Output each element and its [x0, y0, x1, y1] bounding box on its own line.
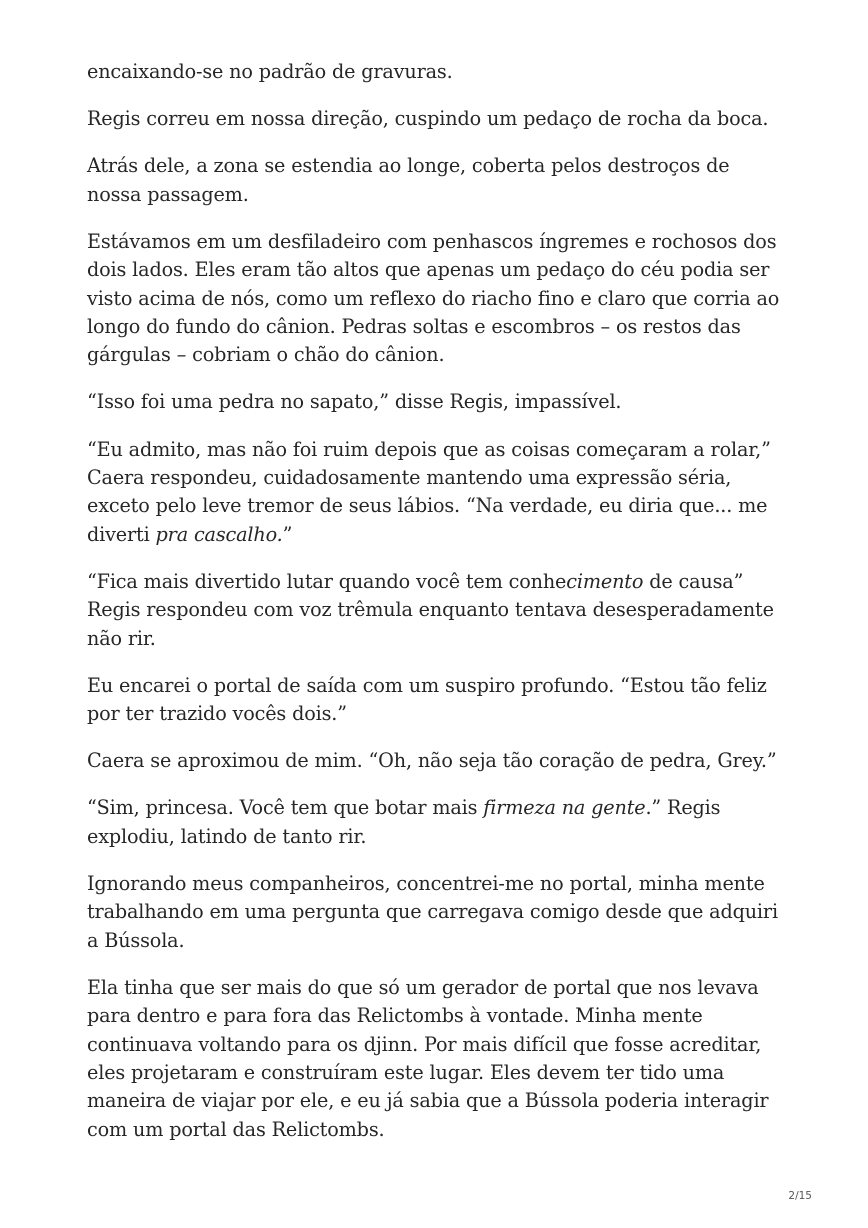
paragraph	[87, 794, 787, 851]
text-run: Atrás dele, a zona se estendia ao longe, coberta pelos destroços de nossa passagem.	[87, 154, 730, 206]
text-run: Caera se aproximou de mim. “Oh, não seja tão coração de pedra, Grey.”	[87, 749, 777, 773]
text-run: de causa” Regis respondeu com voz trêmula enquanto tentava desesperadamente não rir.	[87, 569, 774, 650]
paragraph	[87, 747, 787, 775]
italic-text-run: cimento	[566, 569, 644, 593]
paragraph	[87, 672, 787, 729]
paragraph	[87, 58, 787, 86]
paragraph	[87, 152, 787, 209]
paragraph	[87, 388, 787, 416]
paragraph	[87, 568, 787, 653]
page-number: 2/15	[788, 1190, 812, 1202]
text-run: Eu encarei o portal de saída com um suspiro profundo. “Estou tão feliz por ter trazido vocês dois.”	[87, 673, 767, 726]
italic-text-run: firmeza na gente	[483, 796, 646, 820]
text-run: Regis correu em nossa direção, cuspindo um pedaço de rocha da boca.	[87, 107, 769, 131]
text-run: Estávamos em um desfiladeiro com penhascos íngremes e rochosos dos dois lados. Eles eram tão altos que apenas um pedaço do céu podia ser visto acima de nós, como um reflexo do riacho fino e claro que corria ao longo do fundo do cânion. Pedras soltas e escombros – os restos das gárgulas – cobriam o chão do cânion.	[87, 229, 780, 367]
paragraph	[87, 974, 787, 1144]
text-run: encaixando-se no padrão de gravuras.	[87, 60, 453, 83]
text-run: .” Regis explodiu, latindo de tanto rir.	[87, 796, 721, 848]
paragraph	[87, 228, 787, 370]
paragraph	[87, 870, 787, 955]
text-run: “Isso foi uma pedra no sapato,” disse Regis, impassível.	[87, 390, 622, 414]
text-run: “Fica mais divertido lutar quando você tem conhe	[87, 569, 567, 593]
text-run: Ignorando meus companheiros, concentrei-me no portal, minha mente trabalhando em uma pergunta que carregava comigo desde que adquiri a Bússola.	[87, 871, 778, 952]
text-run: “Sim, princesa. Você tem que botar mais	[87, 796, 484, 820]
italic-text-run: pra cascalho.	[155, 522, 283, 546]
body-text	[87, 58, 787, 1163]
text-run: Ela tinha que ser mais do que só um gerador de portal que nos levava para dentro e para fora das Relictombs à vontade. Minha mente continuava voltando para os djinn. Por mais difícil que fosse acreditar, eles projetaram e construíram este lugar. Eles devem ter tido uma maneira de viajar por ele, e eu já sabia que a Bússola poderia interagir com um portal das Relictombs.	[87, 975, 769, 1141]
text-run: ”	[282, 522, 293, 546]
paragraph	[87, 105, 787, 133]
text-run: “Eu admito, mas não foi ruim depois que as coisas começaram a rolar,” Caera respondeu, cuidadosamente mantendo uma expressão séria, exceto pelo leve tremor de seus lábios. “Na verdade, eu diria que... me diverti	[87, 437, 771, 546]
paragraph	[87, 436, 787, 550]
